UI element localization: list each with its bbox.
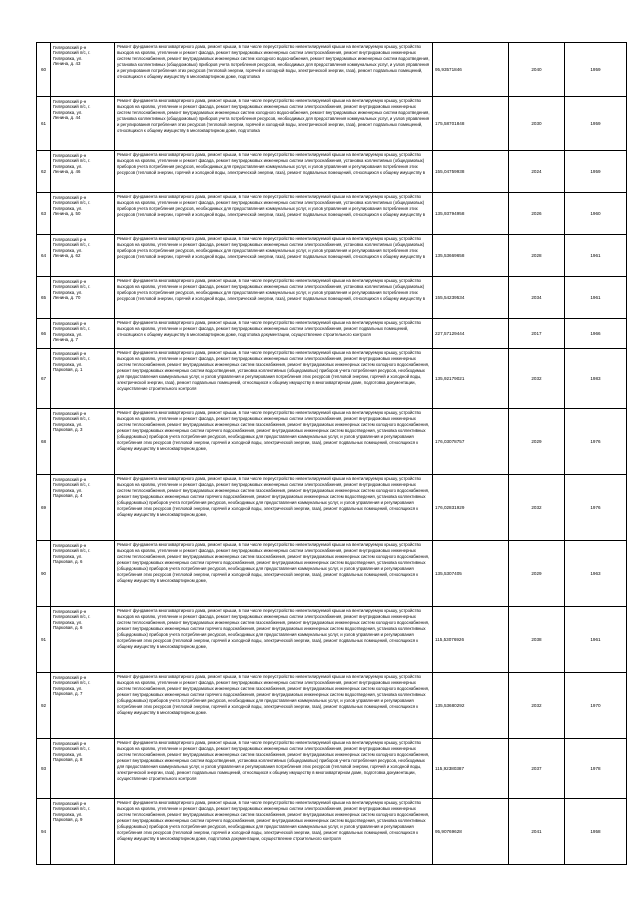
address-cell xyxy=(51,277,115,319)
work-description-cell: Ремонт фундамента многоквартирного дома, ремонт крыши, в том числе переустройство невентилируемой крыши на вентилируемую крышу, устройство выходов на кровлю, утепление и ремонт фасада, ремонт внутридомовых инженерных систем электроснабжения, установка коллективных (общедомовых) приборов учета потребления ресурсов, необходимых для предоставления коммунальных услуг, и узлов управления и регулирования потребления этих ресурсов (тепловой энергии, горячей и холодной воды, электрической энергии, газа), ремонт подвальных помещений, относящихся к общему имуществу в xyxy=(115,151,433,193)
address-line: Гиляровка, ул. xyxy=(53,361,83,367)
address-cell xyxy=(51,673,115,739)
row-number-cell: 90 xyxy=(37,541,51,607)
address-line: Гиляровский п/с, г. xyxy=(53,50,91,56)
cost-cell: 135,93794958 xyxy=(433,193,509,235)
address-line: Парковая, д. 9 xyxy=(53,816,83,822)
address-line: Гиляровский р-н xyxy=(53,45,87,50)
address-line: Гиляровский п/с, г. xyxy=(53,242,91,248)
build-year-cell: 1976 xyxy=(565,475,627,541)
work-description-cell: Ремонт фундамента многоквартирного дома, ремонт крыши, в том числе переустройство невентилируемой крыши на вентилируемую крышу, устройство выходов на кровлю, утепление и ремонт фасада, ремонт внутридомовых инженерных систем электроснабжения, ремонт внутридомовых инженерных систем теплоснабжения, ремонт внутридомовых инженерных систем газоснабжения, ремонт внутридомовых инженерных систем холодного водоснабжения, ремонт внутридомовых инженерных систем водоотведения, установка коллективных (общедомовых) приборов учета потребления ресурсов, необходимых для предоставления коммунальных услуг, и узлов управления и регулирования потребления этих ресурсов (тепловой энергии, горячей и холодной воды, электрической энергии, газа), ремонт подвальных помещений, относящихся к общему имуществу в многоквартирном доме, подготовка документации, осуществление строительного контроля xyxy=(115,739,433,799)
table-row xyxy=(37,409,627,475)
build-year-cell: 1961 xyxy=(565,235,627,277)
work-description-cell: Ремонт фундамента многоквартирного дома, ремонт крыши, в том числе переустройство невентилируемой крыши на вентилируемую крышу, устройство выходов на кровлю, утепление и ремонт фасада, ремонт внутридомовых инженерных систем электроснабжения, установка коллективных (общедомовых) приборов учета потребления ресурсов, необходимых для предоставления коммунальных услуг, и узлов управления и регулирования потребления этих ресурсов (тепловой энергии, горячей и холодной воды, электрической энергии, газа), ремонт подвальных помещений, относящихся к общему имуществу в xyxy=(115,193,433,235)
address-line: Гиляровский р-н xyxy=(53,321,87,326)
planned-year-cell: 2038 xyxy=(509,607,565,673)
address-line: Гиляровский п/с, г. xyxy=(53,614,91,620)
cost-cell: 95,93571846 xyxy=(433,43,509,97)
address-line: Гиляровский п/с, г. xyxy=(53,746,91,752)
address-line: Гиляровка, ул. xyxy=(53,487,83,493)
address-line: Гиляровка, ул. xyxy=(53,619,83,625)
address-cell xyxy=(51,475,115,541)
planned-year-cell: 2028 xyxy=(509,235,565,277)
row-number-cell: 60 xyxy=(37,43,51,97)
work-description-cell: Ремонт фундамента многоквартирного дома, ремонт крыши, в том числе переустройство невентилируемой крыши на вентилируемую крышу, устройство выходов на кровлю, утепление и ремонт фасада, ремонт внутридомовых инженерных систем электроснабжения, установка коллективных (общедомовых) приборов учета потребления ресурсов, необходимых для предоставления коммунальных услуг, и узлов управления и регулирования потребления этих ресурсов (тепловой энергии, горячей и холодной воды, электрической энергии, газа), ремонт подвальных помещений, относящихся к общему имуществу в xyxy=(115,235,433,277)
planned-year-cell: 2032 xyxy=(509,475,565,541)
address-cell xyxy=(51,193,115,235)
row-number-cell: 62 xyxy=(37,151,51,193)
address-line: Гиляровский п/с, г. xyxy=(53,416,91,422)
address-line: Гиляровка, ул. xyxy=(53,811,83,817)
address-line: Гиляровский р-н xyxy=(53,195,87,200)
row-number-cell: 66 xyxy=(37,319,51,349)
address-cell xyxy=(51,43,115,97)
table-row xyxy=(37,607,627,673)
table-body xyxy=(37,43,627,865)
address-line: Гиляровка, ул. xyxy=(53,163,83,169)
address-line: Гиляровка, ул. xyxy=(53,55,83,61)
table-row xyxy=(37,277,627,319)
address-line: Гиляровский п/с, г. xyxy=(53,356,91,362)
row-number-cell: 93 xyxy=(37,739,51,799)
address-line: Ленина, д. 43 xyxy=(53,60,81,66)
planned-year-cell: 2029 xyxy=(509,541,565,607)
address-cell xyxy=(51,235,115,277)
table-row xyxy=(37,151,627,193)
address-line: Гиляровка, ул. xyxy=(53,685,83,691)
address-line: Ленина, д. 7 xyxy=(53,336,78,342)
work-description-cell: Ремонт фундамента многоквартирного дома, ремонт крыши, в том числе переустройство невентилируемой крыши на вентилируемую крышу, устройство выходов на кровлю, утепление и ремонт фасада, ремонт внутридомовых инженерных систем электроснабжения, ремонт подвальных помещений, относящихся к общему имуществу в многоквартирном доме, подготовка документации, осуществление строительного контроля xyxy=(115,319,433,349)
planned-year-cell: 2029 xyxy=(509,409,565,475)
address-line: Парковая, д. 6 xyxy=(53,624,83,630)
cost-cell: 95,90769628 xyxy=(433,799,509,865)
address-line: Парковая, д. 4 xyxy=(53,492,83,498)
row-number-cell: 69 xyxy=(37,475,51,541)
table-row xyxy=(37,235,627,277)
table-row xyxy=(37,475,627,541)
address-cell xyxy=(51,799,115,865)
row-number-cell: 94 xyxy=(37,799,51,865)
address-cell xyxy=(51,319,115,349)
row-number-cell: 63 xyxy=(37,193,51,235)
cost-cell: 176,02831929 xyxy=(433,475,509,541)
address-line: Гиляровский р-н xyxy=(53,237,87,242)
build-year-cell: 1961 xyxy=(565,277,627,319)
table-row xyxy=(37,43,627,97)
build-year-cell: 1958 xyxy=(565,799,627,865)
cost-cell: 135,5307405 xyxy=(433,541,509,607)
cost-cell: 115,92380387 xyxy=(433,739,509,799)
work-description-cell: Ремонт фундамента многоквартирного дома, ремонт крыши, в том числе переустройство невентилируемой крыши на вентилируемую крышу, устройство выходов на кровлю, утепление и ремонт фасада, ремонт внутридомовых инженерных систем электроснабжения, ремонт внутридомовых инженерных систем теплоснабжения, ремонт внутридомовых инженерных систем газоснабжения, ремонт внутридомовых инженерных систем холодного водоснабжения, ремонт внутридомовых инженерных систем горячего водоснабжения, ремонт внутридомовых инженерных систем водоотведения, установка коллективных (общедомовых) приборов учета потребления ресурсов, необходимых для предоставления коммунальных услуг, и узлов управления и регулирования потребления этих ресурсов (тепловой энергии, горячей и холодной воды, электрической энергии, газа), ремонт подвальных помещений, относящихся к общему имуществу в многоквартирном доме, xyxy=(115,475,433,541)
table-row xyxy=(37,799,627,865)
address-cell xyxy=(51,739,115,799)
address-line: Гиляровский п/с, г. xyxy=(53,680,91,686)
build-year-cell: 1976 xyxy=(565,409,627,475)
address-line: Гиляровский р-н xyxy=(53,477,87,482)
work-description-cell: Ремонт фундамента многоквартирного дома, ремонт крыши, в том числе переустройство невентилируемой крыши на вентилируемую крышу, устройство выходов на кровлю, утепление и ремонт фасада, ремонт внутридомовых инженерных систем электроснабжения, ремонт внутридомовых инженерных систем теплоснабжения, ремонт внутридомовых инженерных систем холодного водоснабжения, ремонт внутридомовых инженерных систем водоотведения, установка коллективных (общедомовых) приборов учета потребления ресурсов, необходимых для предоставления коммунальных услуг, и узлов управления и регулирования потребления этих ресурсов (тепловой энергии, горячей и холодной воды, электрической энергии, газа), ремонт подвальных помещений, относящихся к общему имуществу в многоквартирном доме, подготовка xyxy=(115,43,433,97)
address-cell xyxy=(51,97,115,151)
build-year-cell: 1978 xyxy=(565,739,627,799)
build-year-cell: 1960 xyxy=(565,193,627,235)
cost-cell: 155,54239534 xyxy=(433,277,509,319)
row-number-cell: 61 xyxy=(37,97,51,151)
row-number-cell: 68 xyxy=(37,409,51,475)
address-line: Гиляровка, ул. xyxy=(53,421,83,427)
table-row xyxy=(37,193,627,235)
address-line: Гиляровский р-н xyxy=(53,675,87,680)
build-year-cell: 1983 xyxy=(565,349,627,409)
address-line: Ленина, д. 62 xyxy=(53,252,81,258)
work-description-cell: Ремонт фундамента многоквартирного дома, ремонт крыши, в том числе переустройство невентилируемой крыши на вентилируемую крышу, устройство выходов на кровлю, утепление и ремонт фасада, ремонт внутридомовых инженерных систем электроснабжения, ремонт внутридомовых инженерных систем теплоснабжения, ремонт внутридомовых инженерных систем газоснабжения, ремонт внутридомовых инженерных систем холодного водоснабжения, ремонт внутридомовых инженерных систем горячего водоснабжения, ремонт внутридомовых инженерных систем водоотведения, установка коллективных (общедомовых) приборов учета потребления ресурсов, необходимых для предоставления коммунальных услуг, и узлов управления и регулирования потребления этих ресурсов (тепловой энергии, горячей и холодной воды, электрической энергии, газа), ремонт подвальных помещений, относящихся к общему имуществу в многоквартирном доме. xyxy=(115,673,433,739)
planned-year-cell: 2032 xyxy=(509,673,565,739)
address-line: Гиляровский р-н xyxy=(53,99,87,104)
address-line: Гиляровский п/с, г. xyxy=(53,548,91,554)
planned-year-cell: 2017 xyxy=(509,319,565,349)
row-number-cell: 64 xyxy=(37,235,51,277)
planned-year-cell: 2030 xyxy=(509,97,565,151)
build-year-cell: 1966 xyxy=(565,319,627,349)
build-year-cell: 1970 xyxy=(565,673,627,739)
address-line: Гиляровка, ул. xyxy=(53,247,83,253)
address-line: Гиляровский п/с, г. xyxy=(53,158,91,164)
address-cell xyxy=(51,151,115,193)
build-year-cell: 1959 xyxy=(565,43,627,97)
address-line: Гиляровский р-н xyxy=(53,801,87,806)
cost-cell: 227,57129444 xyxy=(433,319,509,349)
table-row xyxy=(37,541,627,607)
row-number-cell: 65 xyxy=(37,277,51,319)
work-description-cell: Ремонт фундамента многоквартирного дома, ремонт крыши, в том числе переустройство невентилируемой крыши на вентилируемую крышу, устройство выходов на кровлю, утепление и ремонт фасада, ремонт внутридомовых инженерных систем электроснабжения, ремонт внутридомовых инженерных систем теплоснабжения, ремонт внутридомовых инженерных систем газоснабжения, ремонт внутридомовых инженерных систем холодного водоснабжения, ремонт внутридомовых инженерных систем горячего водоснабжения, ремонт внутридомовых инженерных систем водоотведения, установка коллективных (общедомовых) приборов учета потребления ресурсов, необходимых для предоставления коммунальных услуг, и узлов управления и регулирования потребления этих ресурсов (тепловой энергии, горячей и холодной воды, электрической энергии, газа), ремонт подвальных помещений, относящихся к общему имуществу в многоквартирном доме, xyxy=(115,541,433,607)
capital-repair-table-page xyxy=(36,42,626,865)
work-description-cell: Ремонт фундамента многоквартирного дома, ремонт крыши, в том числе переустройство невентилируемой крыши на вентилируемую крышу, устройство выходов на кровлю, утепление и ремонт фасада, ремонт внутридомовых инженерных систем электроснабжения, ремонт внутридомовых инженерных систем теплоснабжения, ремонт внутридомовых инженерных систем газоснабжения, ремонт внутридомовых инженерных систем холодного водоснабжения, ремонт внутридомовых инженерных систем горячего водоснабжения, ремонт внутридомовых инженерных систем водоотведения, установка коллективных (общедомовых) приборов учета потребления ресурсов, необходимых для предоставления коммунальных услуг, и узлов управления и регулирования потребления этих ресурсов (тепловой энергии, горячей и холодной воды, электрической энергии, газа), ремонт подвальных помещений, относящихся к общему имуществу в многоквартирном доме, подготовка документации, осуществление строительного контроля xyxy=(115,799,433,865)
address-line: Гиляровка, ул. xyxy=(53,109,83,115)
planned-year-cell: 2034 xyxy=(509,277,565,319)
address-line: Гиляровский п/с, г. xyxy=(53,482,91,488)
work-description-cell: Ремонт фундамента многоквартирного дома, ремонт крыши, в том числе переустройство невентилируемой крыши на вентилируемую крышу, устройство выходов на кровлю, утепление и ремонт фасада, ремонт внутридомовых инженерных систем электроснабжения, ремонт внутридомовых инженерных систем теплоснабжения, ремонт внутридомовых инженерных систем газоснабжения, ремонт внутридомовых инженерных систем холодного водоснабжения, ремонт внутридомовых инженерных систем водоотведения, установка коллективных (общедомовых) приборов учета потребления ресурсов, необходимых для предоставления коммунальных услуг, и узлов управления и регулирования потребления этих ресурсов (тепловой энергии, горячей и холодной воды, электрической энергии, газа), ремонт подвальных помещений, относящихся к общему имуществу в многоквартирном доме, подготовка документации, осуществление строительного контроля xyxy=(115,349,433,409)
planned-year-cell: 2037 xyxy=(509,739,565,799)
row-number-cell: 91 xyxy=(37,607,51,673)
address-line: Гиляровский р-н xyxy=(53,351,87,356)
table-row xyxy=(37,97,627,151)
repair-schedule-table xyxy=(36,42,627,865)
address-line: Ленина, д. 44 xyxy=(53,114,81,120)
address-line: Гиляровский р-н xyxy=(53,609,87,614)
cost-cell: 176,03078757 xyxy=(433,409,509,475)
address-line: Гиляровка, ул. xyxy=(53,205,83,211)
address-line: Парковая, д. 3 xyxy=(53,426,83,432)
planned-year-cell: 2026 xyxy=(509,193,565,235)
address-line: Гиляровский п/с, г. xyxy=(53,326,91,332)
planned-year-cell: 2041 xyxy=(509,799,565,865)
table-row xyxy=(37,673,627,739)
address-line: Гиляровский п/с, г. xyxy=(53,200,91,206)
address-cell xyxy=(51,409,115,475)
planned-year-cell: 2040 xyxy=(509,43,565,97)
address-cell xyxy=(51,607,115,673)
address-line: Ленина, д. 70 xyxy=(53,294,81,300)
address-line: Гиляровка, ул. xyxy=(53,331,83,337)
cost-cell: 115,53076926 xyxy=(433,607,509,673)
address-line: Парковая, д. 8 xyxy=(53,756,83,762)
build-year-cell: 1959 xyxy=(565,97,627,151)
address-line: Гиляровский р-н xyxy=(53,543,87,548)
address-line: Гиляровский п/с, г. xyxy=(53,806,91,812)
address-cell xyxy=(51,541,115,607)
address-line: Гиляровский р-н xyxy=(53,153,87,158)
address-line: Гиляровский р-н xyxy=(53,411,87,416)
address-line: Гиляровский п/с, г. xyxy=(53,104,91,110)
address-line: Гиляровский р-н xyxy=(53,741,87,746)
address-line: Гиляровка, ул. xyxy=(53,289,83,295)
table-row xyxy=(37,349,627,409)
address-line: Ленина, д. 46 xyxy=(53,168,81,174)
cost-cell: 135,53669658 xyxy=(433,235,509,277)
address-line: Парковая, д. 6 xyxy=(53,558,83,564)
address-line: Парковая, д. 1 xyxy=(53,366,83,372)
address-cell xyxy=(51,349,115,409)
work-description-cell: Ремонт фундамента многоквартирного дома, ремонт крыши, в том числе переустройство невентилируемой крыши на вентилируемую крышу, устройство выходов на кровлю, утепление и ремонт фасада, ремонт внутридомовых инженерных систем электроснабжения, установка коллективных (общедомовых) приборов учета потребления ресурсов, необходимых для предоставления коммунальных услуг, и узлов управления и регулирования потребления этих ресурсов (тепловой энергии, горячей и холодной воды, электрической энергии, газа), ремонт подвальных помещений, относящихся к общему имуществу в xyxy=(115,277,433,319)
address-line: Гиляровский п/с, г. xyxy=(53,284,91,290)
cost-cell: 135,92179021 xyxy=(433,349,509,409)
build-year-cell: 1959 xyxy=(565,151,627,193)
work-description-cell: Ремонт фундамента многоквартирного дома, ремонт крыши, в том числе переустройство невентилируемой крыши на вентилируемую крышу, устройство выходов на кровлю, утепление и ремонт фасада, ремонт внутридомовых инженерных систем электроснабжения, ремонт внутридомовых инженерных систем теплоснабжения, ремонт внутридомовых инженерных систем газоснабжения, ремонт внутридомовых инженерных систем холодного водоснабжения, ремонт внутридомовых инженерных систем горячего водоснабжения, ремонт внутридомовых инженерных систем водоотведения, установка коллективных (общедомовых) приборов учета потребления ресурсов, необходимых для предоставления коммунальных услуг, и узлов управления и регулирования потребления этих ресурсов (тепловой энергии, горячей и холодной воды, электрической энергии, газа), ремонт подвальных помещений, относящихся к общему имуществу в многоквартирном доме, xyxy=(115,409,433,475)
address-line: Гиляровский р-н xyxy=(53,279,87,284)
planned-year-cell: 2024 xyxy=(509,151,565,193)
cost-cell: 175,58701848 xyxy=(433,97,509,151)
table-row xyxy=(37,739,627,799)
cost-cell: 135,53680292 xyxy=(433,673,509,739)
address-line: Гиляровка, ул. xyxy=(53,751,83,757)
address-line: Парковая, д. 7 xyxy=(53,690,83,696)
address-line: Ленина, д. 50 xyxy=(53,210,81,216)
build-year-cell: 1963 xyxy=(565,541,627,607)
row-number-cell: 67 xyxy=(37,349,51,409)
work-description-cell: Ремонт фундамента многоквартирного дома, ремонт крыши, в том числе переустройство невентилируемой крыши на вентилируемую крышу, устройство выходов на кровлю, утепление и ремонт фасада, ремонт внутридомовых инженерных систем электроснабжения, ремонт внутридомовых инженерных систем теплоснабжения, ремонт внутридомовых инженерных систем холодного водоснабжения, ремонт внутридомовых инженерных систем водоотведения, установка коллективных (общедомовых) приборов учета потребления ресурсов, необходимых для предоставления коммунальных услуг, и узлов управления и регулирования потребления этих ресурсов (тепловой энергии, горячей и холодной воды, электрической энергии, газа), ремонт подвальных помещений, относящихся к общему имуществу в многоквартирном доме, подготовка xyxy=(115,97,433,151)
planned-year-cell: 2032 xyxy=(509,349,565,409)
build-year-cell: 1961 xyxy=(565,607,627,673)
row-number-cell: 92 xyxy=(37,673,51,739)
work-description-cell: Ремонт фундамента многоквартирного дома, ремонт крыши, в том числе переустройство невентилируемой крыши на вентилируемую крышу, устройство выходов на кровлю, утепление и ремонт фасада, ремонт внутридомовых инженерных систем электроснабжения, ремонт внутридомовых инженерных систем теплоснабжения, ремонт внутридомовых инженерных систем газоснабжения, ремонт внутридомовых инженерных систем холодного водоснабжения, ремонт внутридомовых инженерных систем горячего водоснабжения, ремонт внутридомовых инженерных систем водоотведения, установка коллективных (общедомовых) приборов учета потребления ресурсов, необходимых для предоставления коммунальных услуг, и узлов управления и регулирования потребления этих ресурсов (тепловой энергии, горячей и холодной воды, электрической энергии, газа), ремонт подвальных помещений, относящихся к общему имуществу в многоквартирном доме, xyxy=(115,607,433,673)
cost-cell: 155,04759938 xyxy=(433,151,509,193)
table-row xyxy=(37,319,627,349)
address-line: Гиляровка, ул. xyxy=(53,553,83,559)
